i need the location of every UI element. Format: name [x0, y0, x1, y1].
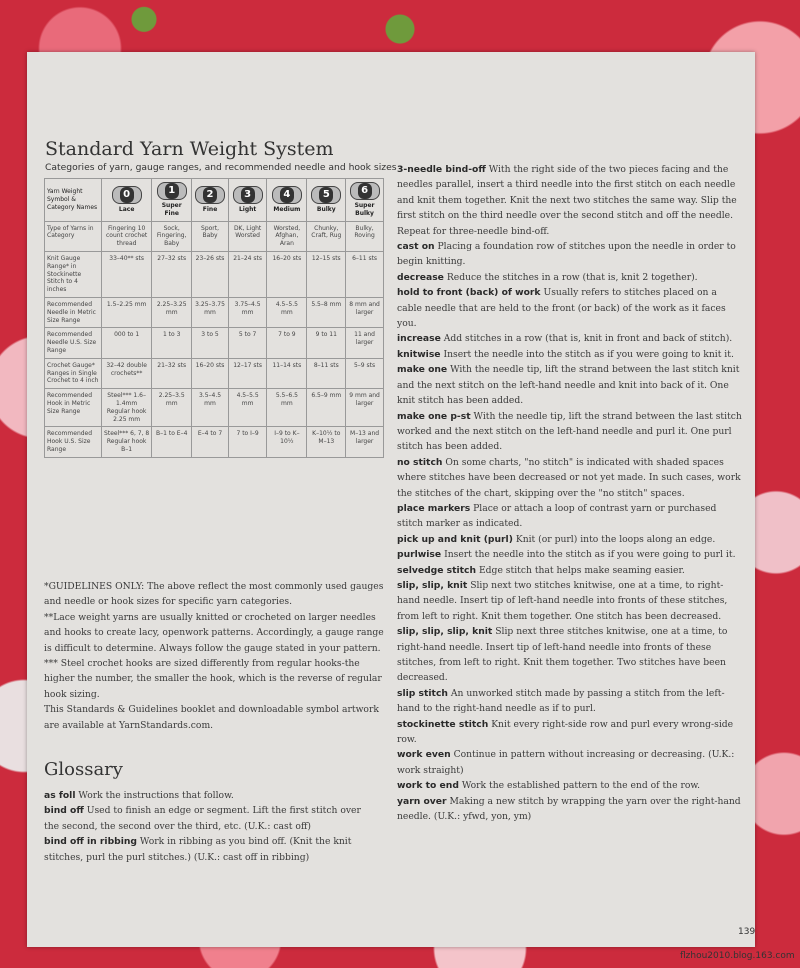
table-cell: K–10½ to M–13 — [307, 427, 346, 457]
table-cell: 5 to 7 — [228, 328, 266, 358]
table-row — [45, 297, 384, 327]
note-steel-hooks: *** Steel crochet hooks are sized differently from regular hooks-the higher the number, the smaller the hook, which is the reverse of regular hook sizing. — [44, 658, 382, 700]
table-cell: 5–9 sts — [346, 358, 384, 388]
table-cell: 7 to 9 — [267, 328, 307, 358]
category-1: 1 Super Fine — [152, 179, 192, 222]
glossary-entry: bind off Used to finish an edge or segment. Lift the first stitch over the second, the second over the third, etc. (U.K.: cast off) — [44, 805, 361, 832]
table-cell: 23–26 sts — [192, 251, 229, 297]
glossary-entry: make one With the needle tip, lift the strand between the last stitch knit and the next stitch on the left-hand needle and knit into back of it. One knit stitch has been added. — [397, 364, 740, 407]
table-cell: 2.25–3.5 mm — [152, 389, 192, 427]
category-6: 6 Super Bulky — [346, 179, 384, 222]
page-content — [27, 52, 755, 947]
category-5: 5 Bulky — [307, 179, 346, 222]
table-header-row — [45, 179, 384, 222]
table-cell: 11 and larger — [346, 328, 384, 358]
glossary-entry: pick up and knit (purl) Knit (or purl) into the loops along an edge. — [397, 533, 716, 545]
table-cell: Steel*** 1.6–1.4mm Regular hook 2.25 mm — [102, 389, 152, 427]
glossary-entry: purlwise Insert the needle into the stitch as if you were going to purl it. — [397, 549, 736, 561]
table-cell: Fingering 10 count crochet thread — [102, 221, 152, 251]
glossary-entry: decrease Reduce the stitches in a row (that is, knit 2 together). — [397, 271, 698, 283]
table-cell: 12–17 sts — [228, 358, 266, 388]
table-cell: 4.5–5.5 mm — [267, 297, 307, 327]
table-cell: M–13 and larger — [346, 427, 384, 457]
table-cell: 21–24 sts — [228, 251, 266, 297]
glossary-entry: knitwise Insert the needle into the stitch as if you were going to knit it. — [397, 348, 734, 360]
category-4: 4 Medium — [267, 179, 307, 222]
glossary-entry: work even Continue in pattern without increasing or decreasing. (U.K.: work straight) — [397, 749, 735, 776]
table-cell: 12–15 sts — [307, 251, 346, 297]
table-cell: 21–32 sts — [152, 358, 192, 388]
glossary-entry: no stitch On some charts, "no stitch" is indicated with shaded spaces where stitches have been decreased or not yet made. In such cases, work the stitches of the chart, skipping over the "no stitch" spaces. — [397, 456, 741, 499]
table-cell: Chunky, Craft, Rug — [307, 221, 346, 251]
glossary-right-column — [397, 162, 742, 824]
row-label: Recommended Hook U.S. Size Range — [45, 427, 102, 457]
table-cell: 5.5–8 mm — [307, 297, 346, 327]
glossary-entry: cast on Placing a foundation row of stitches upon the needle in order to begin knitting. — [397, 241, 736, 268]
glossary-entry: slip stitch An unworked stitch made by passing a stitch from the left-hand to the right-hand needle as if to purl. — [397, 687, 725, 715]
glossary-entry: selvedge stitch Edge stitch that helps make seaming easier. — [397, 564, 685, 576]
table-cell: DK, Light Worsted — [228, 221, 266, 251]
glossary-entry: increase Add stitches in a row (that is, knit in front and back of stitch). — [397, 333, 733, 345]
yarn-symbol-icon: 5 — [311, 186, 341, 204]
glossary-entry: place markers Place or attach a loop of contrast yarn or purchased stitch marker as indicated. — [397, 502, 717, 530]
yarn-weight-table — [44, 178, 384, 458]
table-cell: 16–20 sts — [192, 358, 229, 388]
table-cell: 000 to 1 — [102, 328, 152, 358]
table-cell: I–9 to K–10½ — [267, 427, 307, 457]
note-guidelines: *GUIDELINES ONLY: The above reflect the most commonly used gauges and needle or hook sizes for specific yarn categories. — [44, 581, 384, 608]
yarn-symbol-icon: 0 — [112, 186, 142, 204]
row-label: Recommended Needle in Metric Size Range — [45, 297, 102, 327]
table-cell: 5.5–6.5 mm — [267, 389, 307, 427]
table-row — [45, 251, 384, 297]
glossary-entry: slip, slip, slip, knit Slip next three stitches knitwise, one at a time, to right-hand needle. Insert tip of left-hand needle into fronts of these stitches, from left to right. Knit them together. Two stitches have been decreased. — [397, 626, 728, 684]
table-cell: 3.75–4.5 mm — [228, 297, 266, 327]
glossary-entry: stockinette stitch Knit every right-side row and purl every wrong-side row. — [397, 718, 734, 746]
table-cell: 4.5–5.5 mm — [228, 389, 266, 427]
table-row — [45, 427, 384, 457]
note-availability: This Standards & Guidelines booklet and downloadable symbol artwork are available at YarnStandards.com. — [44, 704, 379, 731]
table-cell: 3.5–4.5 mm — [192, 389, 229, 427]
table-cell: Steel*** 6, 7, 8 Regular hook B–1 — [102, 427, 152, 457]
glossary-left-column — [44, 788, 374, 865]
book-page — [27, 52, 755, 947]
page-title: Standard Yarn Weight System — [45, 138, 334, 160]
table-cell: 32–42 double crochets** — [102, 358, 152, 388]
yarn-symbol-icon: 6 — [350, 182, 380, 200]
table-cell: 7 to I–9 — [228, 427, 266, 457]
row-label: Type of Yarns in Category — [45, 221, 102, 251]
table-cell: 11–14 sts — [267, 358, 307, 388]
table-cell: Bulky, Roving — [346, 221, 384, 251]
category-3: 3 Light — [228, 179, 266, 222]
page-number: 139 — [738, 927, 756, 937]
table-cell: B–1 to E–4 — [152, 427, 192, 457]
glossary-entry: hold to front (back) of work Usually refers to stitches placed on a cable needle that are held to the front (or back) of the work as it faces you. — [397, 287, 726, 330]
table-cell: 1.5–2.25 mm — [102, 297, 152, 327]
glossary-entry: 3-needle bind-off With the right side of the two pieces facing and the needles parallel, insert a third needle into the first stitch on each needle and knit them together. Knit the next two stitches the same way. Slip the first stitch on the third needle over the second stitch and off the needle. Repeat for three-needle bind-off. — [397, 164, 737, 237]
glossary-entry: bind off in ribbing Work in ribbing as you bind off. (Knit the knit stitches, purl the purl stitches.) (U.K.: cast off in ribbing) — [44, 836, 352, 863]
table-notes — [44, 579, 389, 733]
table-cell: 3.25–3.75 mm — [192, 297, 229, 327]
table-cell: 27–32 sts — [152, 251, 192, 297]
table-row — [45, 221, 384, 251]
table-cell: 33–40** sts — [102, 251, 152, 297]
table-cell: 8 mm and larger — [346, 297, 384, 327]
row-label: Knit Gauge Range* in Stockinette Stitch to 4 inches — [45, 251, 102, 297]
table-cell: E–4 to 7 — [192, 427, 229, 457]
table-cell: 9 mm and larger — [346, 389, 384, 427]
note-lace: **Lace weight yarns are usually knitted or crocheted on larger needles and hooks to create lacy, openwork patterns. Accordingly, a gauge range is difficult to determine. Always follow the gauge stated in your pattern. — [44, 611, 384, 654]
table-cell: 1 to 3 — [152, 328, 192, 358]
table-row — [45, 358, 384, 388]
table-cell: 6.5–9 mm — [307, 389, 346, 427]
table-cell: 3 to 5 — [192, 328, 229, 358]
glossary-entry: make one p-st With the needle tip, lift the strand between the last stitch worked and the next stitch on the left-hand needle and purl it. One purl stitch has been added. — [397, 410, 742, 453]
row-label: Crochet Gauge* Ranges in Single Crochet to 4 inch — [45, 358, 102, 388]
table-cell: 9 to 11 — [307, 328, 346, 358]
yarn-symbol-icon: 3 — [233, 186, 263, 204]
category-2: 2 Fine — [192, 179, 229, 222]
yarn-symbol-icon: 4 — [272, 186, 302, 204]
yarn-symbol-icon: 2 — [195, 186, 225, 204]
glossary-entry: work to end Work the established pattern to the end of the row. — [397, 780, 701, 792]
glossary-entry: yarn over Making a new stitch by wrapping the yarn over the right-hand needle. (U.K.: yfwd, yon, ym) — [397, 795, 741, 823]
watermark-text: flzhou2010.blog.163.com — [680, 951, 795, 961]
page-subtitle: Categories of yarn, gauge ranges, and recommended needle and hook sizes — [45, 162, 397, 173]
table-cell: 8–11 sts — [307, 358, 346, 388]
table-cell: 2.25–3.25 mm — [152, 297, 192, 327]
row-label: Recommended Hook in Metric Size Range — [45, 389, 102, 427]
row-label: Recommended Needle U.S. Size Range — [45, 328, 102, 358]
header-label: Yarn Weight Symbol & Category Names — [45, 179, 102, 222]
table-cell: Sport, Baby — [192, 221, 229, 251]
glossary-entry: as foll Work the instructions that follow. — [44, 790, 234, 801]
table-cell: Sock, Fingering, Baby — [152, 221, 192, 251]
table-cell: Worsted, Afghan, Aran — [267, 221, 307, 251]
category-0: 0 Lace — [102, 179, 152, 222]
glossary-title: Glossary — [44, 759, 123, 780]
table-row — [45, 389, 384, 427]
table-row — [45, 328, 384, 358]
glossary-entry: slip, slip, knit Slip next two stitches knitwise, one at a time, to right-hand needle. Insert tip of left-hand needle into fronts of these stitches, from left to right. Knit them together. One stitch has been decreased. — [397, 579, 728, 622]
table-cell: 16–20 sts — [267, 251, 307, 297]
yarn-symbol-icon: 1 — [157, 182, 187, 200]
table-cell: 6–11 sts — [346, 251, 384, 297]
